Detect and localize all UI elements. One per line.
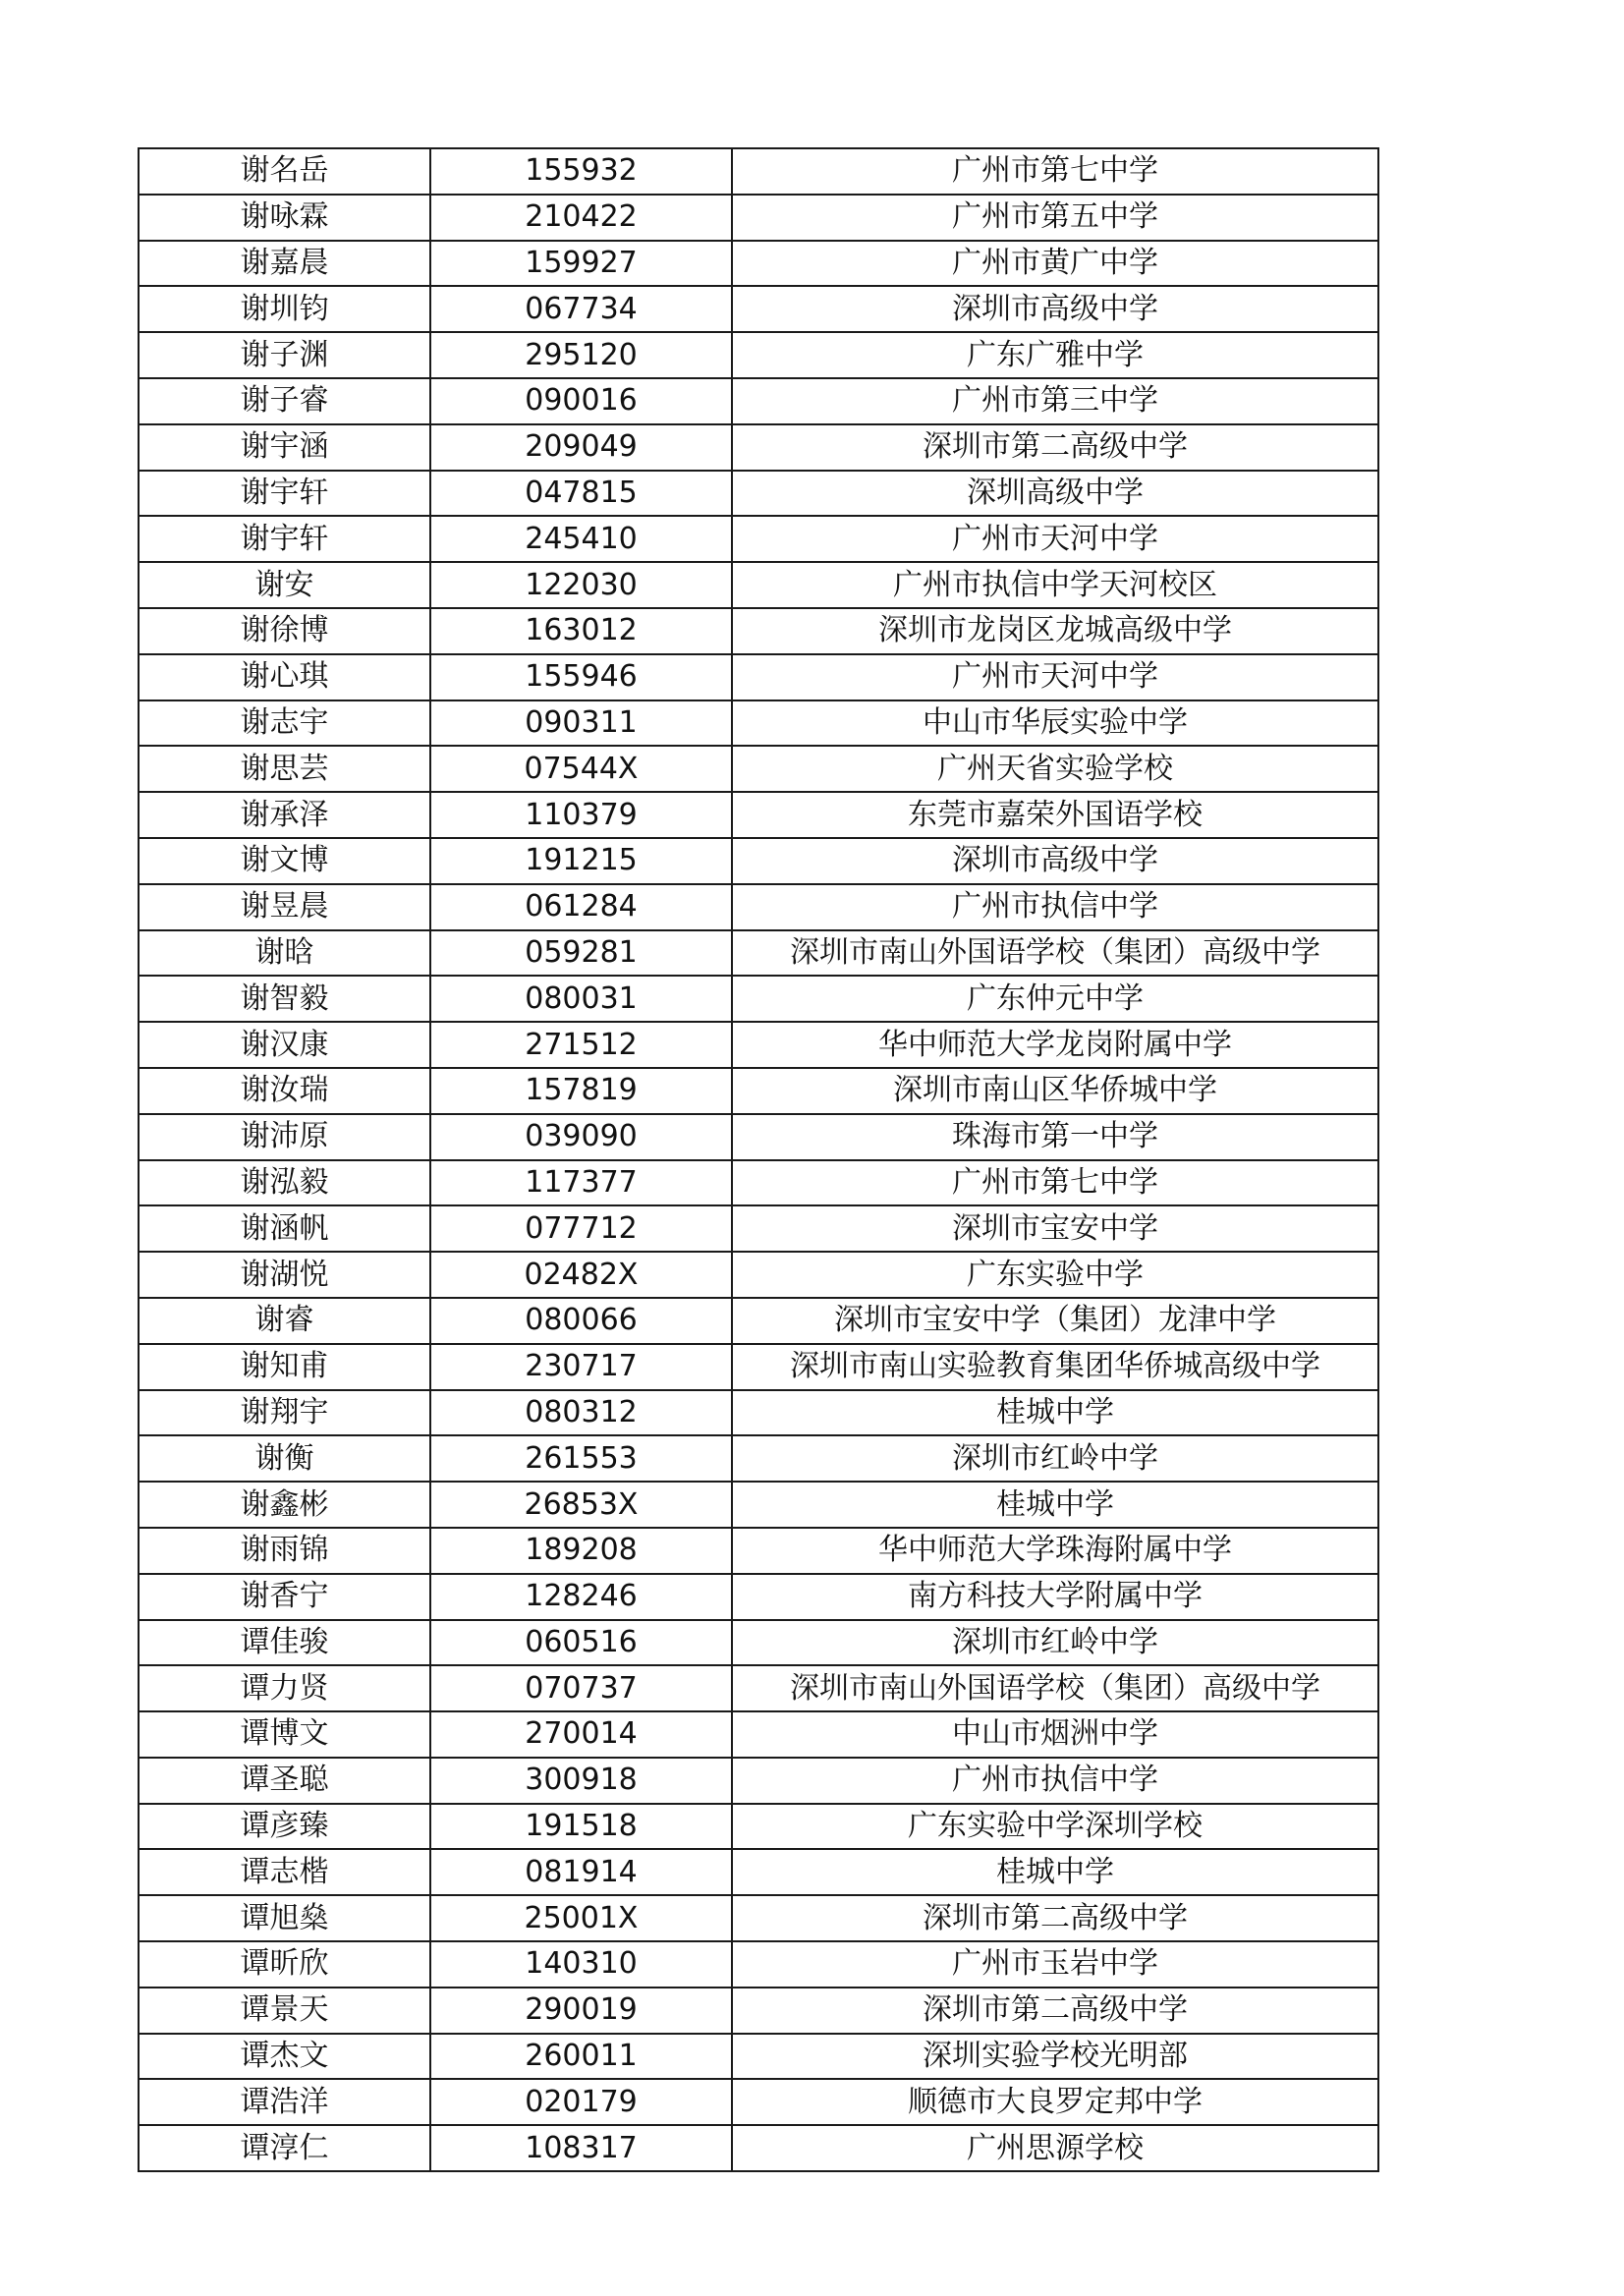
school-cell: 广州市玉岩中学 xyxy=(732,1941,1378,1988)
school-cell: 深圳市第二高级中学 xyxy=(732,1895,1378,1941)
name-cell: 谢知甫 xyxy=(139,1344,430,1390)
id-cell: 020179 xyxy=(430,2079,732,2125)
id-cell: 157819 xyxy=(430,1068,732,1114)
table-body xyxy=(139,148,1378,2171)
school-cell: 广州思源学校 xyxy=(732,2125,1378,2171)
table-row xyxy=(139,884,1378,930)
name-cell: 谢宇轩 xyxy=(139,471,430,517)
school-cell: 深圳市南山外国语学校（集团）高级中学 xyxy=(732,1665,1378,1711)
name-cell: 谭博文 xyxy=(139,1711,430,1758)
table-row xyxy=(139,608,1378,654)
table-row xyxy=(139,1482,1378,1528)
school-cell: 广东广雅中学 xyxy=(732,332,1378,378)
table-row xyxy=(139,1435,1378,1482)
table-row xyxy=(139,1941,1378,1988)
id-cell: 047815 xyxy=(430,471,732,517)
id-cell: 209049 xyxy=(430,424,732,471)
id-cell: 159927 xyxy=(430,241,732,287)
table-row xyxy=(139,562,1378,608)
name-cell: 谢宇涵 xyxy=(139,424,430,471)
name-cell: 谭圣聪 xyxy=(139,1758,430,1804)
school-cell: 广州市第三中学 xyxy=(732,378,1378,424)
school-cell: 深圳市第二高级中学 xyxy=(732,1988,1378,2034)
table-row xyxy=(139,1665,1378,1711)
name-cell: 谭浩洋 xyxy=(139,2079,430,2125)
name-cell: 谢智毅 xyxy=(139,976,430,1022)
table-row xyxy=(139,1804,1378,1850)
school-cell: 桂城中学 xyxy=(732,1849,1378,1895)
school-cell: 广州市第七中学 xyxy=(732,148,1378,195)
id-cell: 295120 xyxy=(430,332,732,378)
id-cell: 090311 xyxy=(430,700,732,747)
name-cell: 谢志宇 xyxy=(139,700,430,747)
table-row xyxy=(139,746,1378,792)
id-cell: 110379 xyxy=(430,792,732,838)
id-cell: 191518 xyxy=(430,1804,732,1850)
school-cell: 深圳实验学校光明部 xyxy=(732,2034,1378,2080)
school-cell: 东莞市嘉荣外国语学校 xyxy=(732,792,1378,838)
name-cell: 谭彦臻 xyxy=(139,1804,430,1850)
id-cell: 163012 xyxy=(430,608,732,654)
table-row xyxy=(139,241,1378,287)
id-cell: 070737 xyxy=(430,1665,732,1711)
school-cell: 广州天省实验学校 xyxy=(732,746,1378,792)
school-cell: 桂城中学 xyxy=(732,1482,1378,1528)
table-row xyxy=(139,2125,1378,2171)
id-cell: 300918 xyxy=(430,1758,732,1804)
school-cell: 广州市执信中学 xyxy=(732,884,1378,930)
name-cell: 谢泓毅 xyxy=(139,1160,430,1206)
school-cell: 深圳市高级中学 xyxy=(732,286,1378,332)
table-row xyxy=(139,838,1378,884)
name-cell: 谢圳钧 xyxy=(139,286,430,332)
id-cell: 189208 xyxy=(430,1528,732,1574)
table-row xyxy=(139,1022,1378,1068)
school-cell: 深圳市红岭中学 xyxy=(732,1620,1378,1666)
name-cell: 谢宇轩 xyxy=(139,516,430,562)
name-cell: 谢安 xyxy=(139,562,430,608)
id-cell: 210422 xyxy=(430,195,732,241)
table-row xyxy=(139,1528,1378,1574)
id-cell: 117377 xyxy=(430,1160,732,1206)
id-cell: 191215 xyxy=(430,838,732,884)
name-cell: 谢徐博 xyxy=(139,608,430,654)
school-cell: 桂城中学 xyxy=(732,1390,1378,1436)
id-cell: 059281 xyxy=(430,930,732,977)
table-row xyxy=(139,378,1378,424)
table-row xyxy=(139,1160,1378,1206)
name-cell: 谢心琪 xyxy=(139,654,430,700)
id-cell: 270014 xyxy=(430,1711,732,1758)
table-row xyxy=(139,1114,1378,1160)
school-cell: 广州市第五中学 xyxy=(732,195,1378,241)
table-row xyxy=(139,424,1378,471)
id-cell: 128246 xyxy=(430,1574,732,1620)
table-row xyxy=(139,1298,1378,1344)
table-row xyxy=(139,1620,1378,1666)
name-cell: 谭力贤 xyxy=(139,1665,430,1711)
school-cell: 广州市黄广中学 xyxy=(732,241,1378,287)
name-cell: 谢嘉晨 xyxy=(139,241,430,287)
table-row xyxy=(139,1758,1378,1804)
school-cell: 南方科技大学附属中学 xyxy=(732,1574,1378,1620)
table-row xyxy=(139,1252,1378,1298)
school-cell: 珠海市第一中学 xyxy=(732,1114,1378,1160)
table-row xyxy=(139,332,1378,378)
name-cell: 谢思芸 xyxy=(139,746,430,792)
school-cell: 深圳市南山实验教育集团华侨城高级中学 xyxy=(732,1344,1378,1390)
table-row xyxy=(139,148,1378,195)
id-cell: 060516 xyxy=(430,1620,732,1666)
name-cell: 谢涵帆 xyxy=(139,1205,430,1252)
id-cell: 271512 xyxy=(430,1022,732,1068)
school-cell: 深圳市宝安中学（集团）龙津中学 xyxy=(732,1298,1378,1344)
id-cell: 02482X xyxy=(430,1252,732,1298)
name-cell: 谢承泽 xyxy=(139,792,430,838)
id-cell: 261553 xyxy=(430,1435,732,1482)
name-cell: 谢汉康 xyxy=(139,1022,430,1068)
name-cell: 谢文博 xyxy=(139,838,430,884)
id-cell: 140310 xyxy=(430,1941,732,1988)
table-row xyxy=(139,1711,1378,1758)
name-cell: 谢香宁 xyxy=(139,1574,430,1620)
school-cell: 广州市天河中学 xyxy=(732,516,1378,562)
name-cell: 谢汝瑞 xyxy=(139,1068,430,1114)
table-row xyxy=(139,1068,1378,1114)
id-cell: 245410 xyxy=(430,516,732,562)
id-cell: 07544X xyxy=(430,746,732,792)
name-cell: 谢昱晨 xyxy=(139,884,430,930)
id-cell: 26853X xyxy=(430,1482,732,1528)
table-row xyxy=(139,471,1378,517)
table-row xyxy=(139,2034,1378,2080)
table-row xyxy=(139,930,1378,977)
table-row xyxy=(139,2079,1378,2125)
name-cell: 谢湖悦 xyxy=(139,1252,430,1298)
school-cell: 广东实验中学深圳学校 xyxy=(732,1804,1378,1850)
school-cell: 深圳市宝安中学 xyxy=(732,1205,1378,1252)
id-cell: 260011 xyxy=(430,2034,732,2080)
id-cell: 061284 xyxy=(430,884,732,930)
id-cell: 081914 xyxy=(430,1849,732,1895)
school-cell: 深圳市南山外国语学校（集团）高级中学 xyxy=(732,930,1378,977)
name-cell: 谢衡 xyxy=(139,1435,430,1482)
id-cell: 080066 xyxy=(430,1298,732,1344)
table-row xyxy=(139,1988,1378,2034)
id-cell: 090016 xyxy=(430,378,732,424)
name-cell: 谢子睿 xyxy=(139,378,430,424)
school-cell: 顺德市大良罗定邦中学 xyxy=(732,2079,1378,2125)
school-cell: 深圳市第二高级中学 xyxy=(732,424,1378,471)
name-cell: 谢鑫彬 xyxy=(139,1482,430,1528)
id-cell: 290019 xyxy=(430,1988,732,2034)
table-row xyxy=(139,286,1378,332)
school-cell: 中山市烟洲中学 xyxy=(732,1711,1378,1758)
id-cell: 039090 xyxy=(430,1114,732,1160)
name-cell: 谭旭燊 xyxy=(139,1895,430,1941)
name-cell: 谢沛原 xyxy=(139,1114,430,1160)
school-cell: 深圳市龙岗区龙城高级中学 xyxy=(732,608,1378,654)
school-cell: 广州市执信中学天河校区 xyxy=(732,562,1378,608)
table-row xyxy=(139,792,1378,838)
table-row xyxy=(139,976,1378,1022)
name-cell: 谢睿 xyxy=(139,1298,430,1344)
id-cell: 080312 xyxy=(430,1390,732,1436)
school-cell: 广州市第七中学 xyxy=(732,1160,1378,1206)
student-list-table xyxy=(138,147,1379,2172)
table-row xyxy=(139,700,1378,747)
name-cell: 谢子渊 xyxy=(139,332,430,378)
name-cell: 谢雨锦 xyxy=(139,1528,430,1574)
school-cell: 广东实验中学 xyxy=(732,1252,1378,1298)
id-cell: 122030 xyxy=(430,562,732,608)
name-cell: 谢翔宇 xyxy=(139,1390,430,1436)
school-cell: 广州市执信中学 xyxy=(732,1758,1378,1804)
name-cell: 谭昕欣 xyxy=(139,1941,430,1988)
school-cell: 深圳高级中学 xyxy=(732,471,1378,517)
id-cell: 077712 xyxy=(430,1205,732,1252)
table-row xyxy=(139,654,1378,700)
table-row xyxy=(139,1205,1378,1252)
table-row xyxy=(139,1344,1378,1390)
name-cell: 谭淳仁 xyxy=(139,2125,430,2171)
name-cell: 谢名岳 xyxy=(139,148,430,195)
table-row xyxy=(139,195,1378,241)
id-cell: 155946 xyxy=(430,654,732,700)
id-cell: 108317 xyxy=(430,2125,732,2171)
name-cell: 谢晗 xyxy=(139,930,430,977)
table-row xyxy=(139,1390,1378,1436)
id-cell: 25001X xyxy=(430,1895,732,1941)
school-cell: 深圳市红岭中学 xyxy=(732,1435,1378,1482)
school-cell: 深圳市高级中学 xyxy=(732,838,1378,884)
name-cell: 谢咏霖 xyxy=(139,195,430,241)
name-cell: 谭佳骏 xyxy=(139,1620,430,1666)
school-cell: 华中师范大学龙岗附属中学 xyxy=(732,1022,1378,1068)
id-cell: 155932 xyxy=(430,148,732,195)
name-cell: 谭景天 xyxy=(139,1988,430,2034)
table-row xyxy=(139,1574,1378,1620)
id-cell: 080031 xyxy=(430,976,732,1022)
table-row xyxy=(139,1895,1378,1941)
id-cell: 230717 xyxy=(430,1344,732,1390)
table-row xyxy=(139,516,1378,562)
school-cell: 深圳市南山区华侨城中学 xyxy=(732,1068,1378,1114)
school-cell: 中山市华辰实验中学 xyxy=(732,700,1378,747)
name-cell: 谭志楷 xyxy=(139,1849,430,1895)
school-cell: 广东仲元中学 xyxy=(732,976,1378,1022)
school-cell: 华中师范大学珠海附属中学 xyxy=(732,1528,1378,1574)
id-cell: 067734 xyxy=(430,286,732,332)
name-cell: 谭杰文 xyxy=(139,2034,430,2080)
table-row xyxy=(139,1849,1378,1895)
school-cell: 广州市天河中学 xyxy=(732,654,1378,700)
